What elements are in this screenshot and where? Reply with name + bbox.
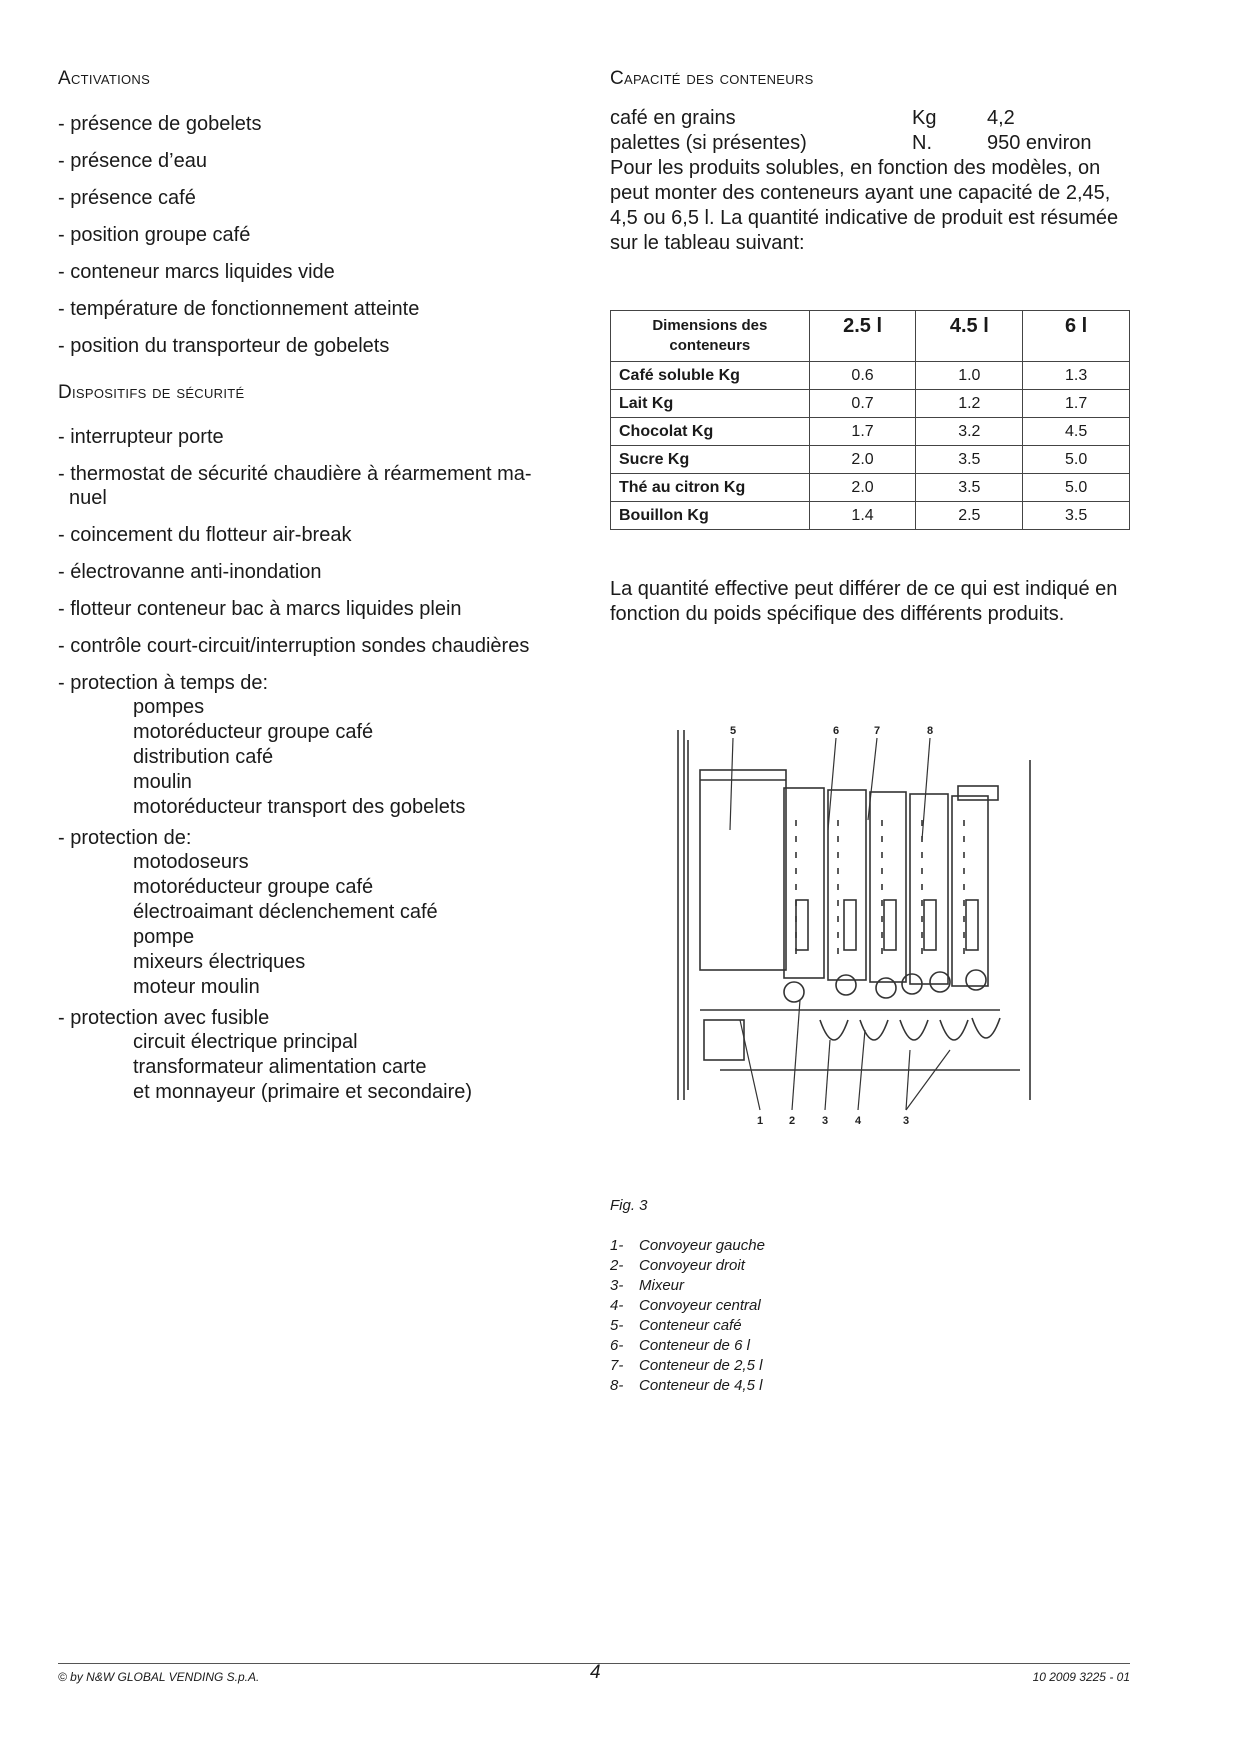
table-cell: 5.0 [1023, 474, 1130, 502]
legend-number: 4- [610, 1297, 624, 1314]
footer-doc-code: 10 2009 3225 - 01 [1032, 1670, 1130, 1684]
list-item: - coincement du flotteur air-break [58, 524, 352, 546]
sub-item: moulin [133, 771, 192, 793]
legend-item [610, 1336, 765, 1356]
table-cell: 2.5 [916, 502, 1023, 530]
table-row [611, 362, 1130, 390]
table-cell: 3.2 [916, 418, 1023, 446]
list-item: - interrupteur porte [58, 426, 224, 448]
figure-legend [610, 1236, 765, 1396]
table-row [611, 418, 1130, 446]
table-header-dimensions: Dimensions des conteneurs [611, 311, 810, 362]
sub-item: électroaimant déclenchement café [133, 901, 438, 923]
sub-item: moteur moulin [133, 976, 260, 998]
list-item: - protection avec fusible circuit électrique principal transformateur alimentation carte et monnayeur (primaire et secondaire) [58, 1006, 558, 1105]
sub-item: distribution café [133, 746, 274, 768]
list-item: - électrovanne anti-inondation [58, 561, 322, 583]
legend-text: Mixeur [639, 1277, 685, 1294]
list-item: - protection de: motodoseurs motoréducteur groupe café électroaimant déclenchement café pompe mixeurs électriques moteur moulin [58, 826, 558, 1000]
capacity-heading: Capacité des conteneurs [610, 68, 814, 89]
table-row [611, 390, 1130, 418]
table-cell: 0.6 [809, 362, 916, 390]
legend-item [610, 1236, 765, 1256]
legend-text: Conteneur café [639, 1317, 742, 1334]
table-cell: 3.5 [916, 474, 1023, 502]
security-heading: Dispositifs de sécurité [58, 382, 245, 403]
legend-item [610, 1296, 765, 1316]
intro-paragraph: Pour les produits solubles, en fonction des modèles, on peut monter des conteneurs ayant une capacité de 2,45, 4,5 ou 6,5 l. La quantité indicative de produit est résumée sur le tableau suivant: [610, 157, 1119, 254]
capacity-item: palettes (si présentes) [610, 132, 807, 154]
protection-sublist [58, 850, 558, 1000]
legend-text: Conteneur de 6 l [639, 1337, 750, 1354]
callout-3: 3 [821, 1115, 829, 1127]
legend-number: 1- [610, 1237, 624, 1254]
table-cell: 3.5 [916, 446, 1023, 474]
legend-item [610, 1356, 765, 1376]
callout-7: 7 [873, 725, 881, 737]
table-cell: 1.3 [1023, 362, 1130, 390]
callout-5: 5 [729, 725, 737, 737]
legend-item [610, 1276, 765, 1296]
table-row-label: Café soluble Kg [611, 362, 810, 390]
figure-caption: Fig. 3 [610, 1197, 648, 1214]
security-list [58, 425, 558, 1118]
legend-number: 6- [610, 1337, 624, 1354]
activations-list [58, 112, 558, 371]
capacity-unit: Kg [912, 107, 937, 129]
table-header-col: 6 l [1023, 311, 1130, 362]
list-item: - flotteur conteneur bac à marcs liquides plein [58, 598, 462, 620]
callout-8: 8 [926, 725, 934, 737]
table-row [611, 502, 1130, 530]
table-header-col: 2.5 l [809, 311, 916, 362]
legend-text: Convoyeur droit [639, 1257, 745, 1274]
table-row [611, 446, 1130, 474]
callout-2: 2 [788, 1115, 796, 1127]
table-cell: 4.5 [1023, 418, 1130, 446]
legend-text: Convoyeur central [639, 1297, 761, 1314]
sub-item: et monnayeur (primaire et secondaire) [133, 1081, 473, 1103]
legend-item [610, 1376, 765, 1396]
sub-item: pompe [133, 926, 195, 948]
callout-6: 6 [832, 725, 840, 737]
callout-1: 1 [756, 1115, 764, 1127]
list-item: - position du transporteur de gobelets [58, 335, 390, 357]
table-cell: 3.5 [1023, 502, 1130, 530]
legend-number: 5- [610, 1317, 624, 1334]
callout-4: 4 [854, 1115, 862, 1127]
list-item: - thermostat de sécurité chaudière à réarmement ma-nuel [58, 463, 532, 509]
sub-item: motodoseurs [133, 851, 249, 873]
capacity-row [610, 131, 1130, 156]
table-cell: 1.0 [916, 362, 1023, 390]
table-cell: 0.7 [809, 390, 916, 418]
capacity-value: 4,2 [987, 107, 1015, 129]
table-cell: 1.2 [916, 390, 1023, 418]
list-item: - présence d’eau [58, 150, 207, 172]
capacity-item: café en grains [610, 107, 736, 129]
capacity-value: 950 environ [987, 132, 1092, 154]
table-row-label: Thé au citron Kg [611, 474, 810, 502]
table-row-label: Chocolat Kg [611, 418, 810, 446]
sub-item: mixeurs électriques [133, 951, 306, 973]
table-cell: 1.4 [809, 502, 916, 530]
legend-text: Conteneur de 4,5 l [639, 1377, 763, 1394]
table-cell: 1.7 [1023, 390, 1130, 418]
table-cell: 5.0 [1023, 446, 1130, 474]
legend-text: Conteneur de 2,5 l [639, 1357, 763, 1374]
sub-item: motoréducteur groupe café [133, 721, 374, 743]
sub-item: motoréducteur groupe café [133, 876, 374, 898]
page-number: 4 [590, 1662, 601, 1683]
list-item: - température de fonctionnement atteinte [58, 298, 420, 320]
sub-item: transformateur alimentation carte [133, 1056, 427, 1078]
list-item: - conteneur marcs liquides vide [58, 261, 335, 283]
table-row-label: Lait Kg [611, 390, 810, 418]
list-item: - position groupe café [58, 224, 251, 246]
table-cell: 2.0 [809, 446, 916, 474]
table-row-label: Bouillon Kg [611, 502, 810, 530]
table-row-label: Sucre Kg [611, 446, 810, 474]
activations-heading: Activations [58, 68, 151, 89]
list-item: - contrôle court-circuit/interruption sondes chaudières [58, 635, 530, 657]
sub-item: motoréducteur transport des gobelets [133, 796, 466, 818]
list-item: - présence de gobelets [58, 113, 262, 135]
table-row [611, 474, 1130, 502]
fuse-protection-sublist [58, 1030, 558, 1105]
legend-number: 7- [610, 1357, 624, 1374]
table-header-col: 4.5 l [916, 311, 1023, 362]
callout-3b: 3 [902, 1115, 910, 1127]
legend-number: 2- [610, 1257, 624, 1274]
capacity-table [610, 310, 1130, 530]
sub-item: pompes [133, 696, 205, 718]
table-header-row [611, 311, 1130, 362]
note-paragraph: La quantité effective peut différer de ce qui est indiqué en fonction du poids spécifique des différents produits. [610, 578, 1118, 625]
list-item: - présence café [58, 187, 196, 209]
legend-item [610, 1316, 765, 1336]
capacity-list [610, 106, 1130, 156]
footer-copyright: © by N&W GLOBAL VENDING S.p.A. [58, 1670, 260, 1684]
legend-item [610, 1256, 765, 1276]
capacity-unit: N. [912, 132, 932, 154]
machine-diagram-figure [660, 700, 1060, 1160]
legend-number: 3- [610, 1277, 624, 1294]
capacity-row [610, 106, 1130, 131]
legend-number: 8- [610, 1377, 624, 1394]
legend-text: Convoyeur gauche [639, 1237, 765, 1254]
timed-protection-sublist [58, 695, 558, 820]
sub-item: circuit électrique principal [133, 1031, 358, 1053]
table-cell: 1.7 [809, 418, 916, 446]
list-item: - protection à temps de: pompes motoréducteur groupe café distribution café moulin motoréducteur transport des gobelets [58, 671, 558, 820]
table-cell: 2.0 [809, 474, 916, 502]
